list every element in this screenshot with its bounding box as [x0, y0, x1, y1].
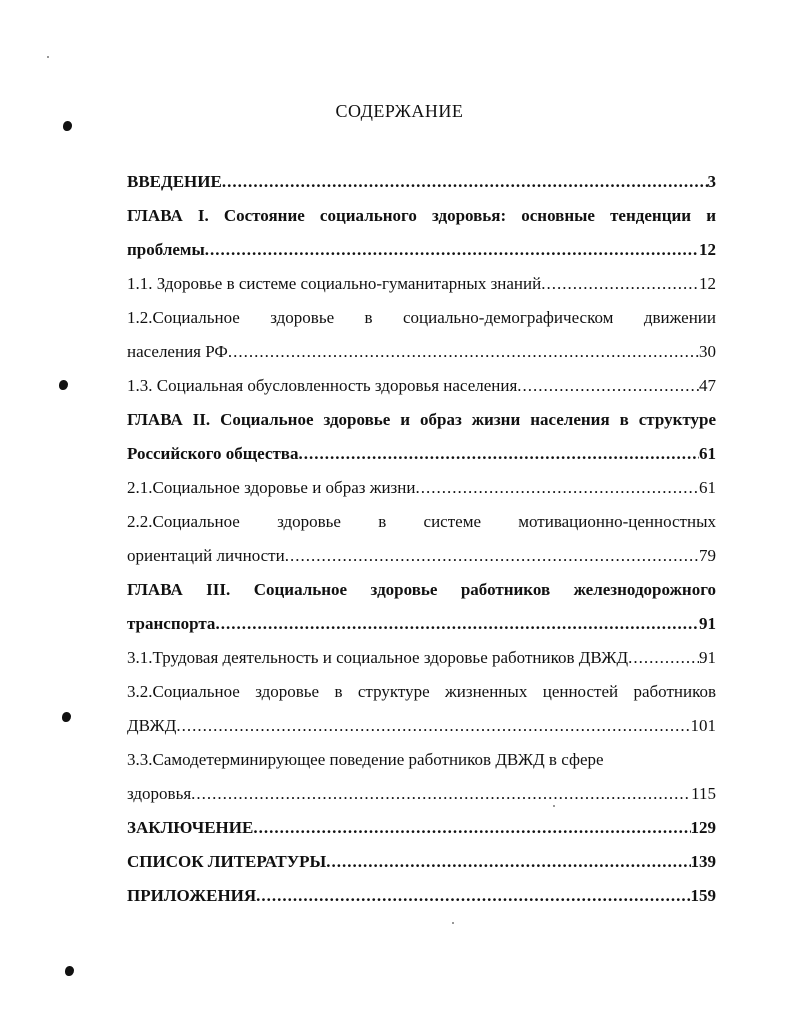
toc-entry-appendices[interactable] — [127, 882, 716, 916]
dot-leader — [299, 440, 700, 468]
dot-leader — [517, 372, 699, 400]
toc-page-number: 91 — [699, 614, 716, 633]
scan-mark — [65, 966, 74, 976]
toc-entry-title: транспорта — [127, 614, 216, 633]
toc-entry-section-1-2-line2[interactable] — [127, 338, 716, 372]
dot-leader — [253, 814, 690, 842]
toc-page-number: 30 — [699, 342, 716, 361]
dot-leader — [256, 882, 690, 910]
toc-entry-introduction[interactable] — [127, 168, 716, 202]
toc-page-number: 139 — [690, 852, 716, 871]
toc-entry-section-1-1[interactable] — [127, 270, 716, 304]
toc-entry-section-3-2-line2[interactable] — [127, 712, 716, 746]
dot-leader — [228, 338, 699, 366]
dot-leader — [628, 644, 699, 672]
dot-leader — [326, 848, 690, 876]
toc-page-number: 79 — [699, 546, 716, 565]
toc-entry-section-2-1[interactable] — [127, 474, 716, 508]
toc-entry-title: здоровья — [127, 784, 192, 803]
dot-leader — [222, 168, 708, 196]
toc-entry-chapter-1-line1[interactable]: ГЛАВА I. Состояние социального здоровья: основные тенденции и — [127, 206, 716, 225]
toc-page-number: 129 — [690, 818, 716, 837]
table-of-contents — [127, 168, 716, 916]
dot-leader — [205, 236, 699, 264]
toc-entry-chapter-2-line1[interactable]: ГЛАВА II. Социальное здоровье и образ жизни населения в структуре — [127, 410, 716, 429]
toc-page-number: 12 — [699, 274, 716, 293]
toc-entry-chapter-2-line2[interactable] — [127, 440, 716, 474]
toc-page-number: 3 — [707, 172, 716, 191]
toc-entry-title: населения РФ — [127, 342, 228, 361]
toc-entry-title: 1.1. Здоровье в системе социально-гуманитарных знаний — [127, 274, 542, 293]
toc-entry-title: 1.3. Социальная обусловленность здоровья населения — [127, 376, 518, 395]
toc-entry-title: Российского общества — [127, 444, 299, 463]
toc-entry-title: ПРИЛОЖЕНИЯ — [127, 886, 257, 905]
dot-leader — [415, 474, 699, 502]
toc-page-number: 47 — [699, 376, 716, 395]
page-title: СОДЕРЖАНИЕ — [335, 101, 464, 121]
toc-entry-section-2-2-line1[interactable]: 2.2.Социальное здоровье в системе мотивационно-ценностных — [127, 512, 716, 531]
scan-speck — [452, 922, 454, 924]
toc-entry-section-1-3[interactable] — [127, 372, 716, 406]
toc-entry-title: 2.1.Социальное здоровье и образ жизни — [127, 478, 416, 497]
toc-entry-title: ВВЕДЕНИЕ — [127, 172, 222, 191]
toc-entry-title: ориентаций личности — [127, 546, 285, 565]
toc-entry-conclusion[interactable] — [127, 814, 716, 848]
toc-entry-section-3-3-line2[interactable] — [127, 780, 716, 814]
toc-page-number: 91 — [699, 648, 716, 667]
dot-leader — [176, 712, 690, 740]
toc-page-number: 12 — [699, 240, 716, 259]
scan-speck — [553, 805, 555, 807]
dot-leader — [541, 270, 699, 298]
scan-mark — [59, 380, 68, 390]
toc-entry-title: ДВЖД — [127, 716, 177, 735]
toc-entry-title: ЗАКЛЮЧЕНИЕ — [127, 818, 254, 837]
toc-entry-references[interactable] — [127, 848, 716, 882]
toc-page-number: 61 — [699, 444, 716, 463]
toc-entry-section-3-3-line1[interactable]: 3.3.Самодетерминирующее поведение работников ДВЖД в сфере — [127, 750, 604, 769]
toc-entry-chapter-1-line2[interactable] — [127, 236, 716, 270]
toc-entry-section-3-1[interactable] — [127, 644, 716, 678]
dot-leader — [285, 542, 699, 570]
scan-speck — [47, 56, 49, 58]
scan-mark — [63, 121, 72, 131]
toc-entry-title: 3.1.Трудовая деятельность и социальное здоровье работников ДВЖД — [127, 648, 629, 667]
toc-entry-section-3-2-line1[interactable]: 3.2.Социальное здоровье в структуре жизненных ценностей работников — [127, 682, 716, 701]
toc-page-number: 159 — [690, 886, 716, 905]
toc-page-number: 61 — [699, 478, 716, 497]
toc-entry-chapter-3-line1[interactable]: ГЛАВА III. Социальное здоровье работников железнодорожного — [127, 580, 716, 599]
toc-entry-section-1-2-line1[interactable]: 1.2.Социальное здоровье в социально-демографическом движении — [127, 308, 716, 327]
dot-leader — [215, 610, 699, 638]
toc-entry-title: проблемы — [127, 240, 205, 259]
toc-entry-section-2-2-line2[interactable] — [127, 542, 716, 576]
toc-page-number: 101 — [690, 716, 716, 735]
toc-page-number: 115 — [691, 784, 716, 803]
toc-entry-title: СПИСОК ЛИТЕРАТУРЫ — [127, 852, 327, 871]
toc-entry-chapter-3-line2[interactable] — [127, 610, 716, 644]
dot-leader — [191, 780, 691, 808]
scan-mark — [62, 712, 71, 722]
